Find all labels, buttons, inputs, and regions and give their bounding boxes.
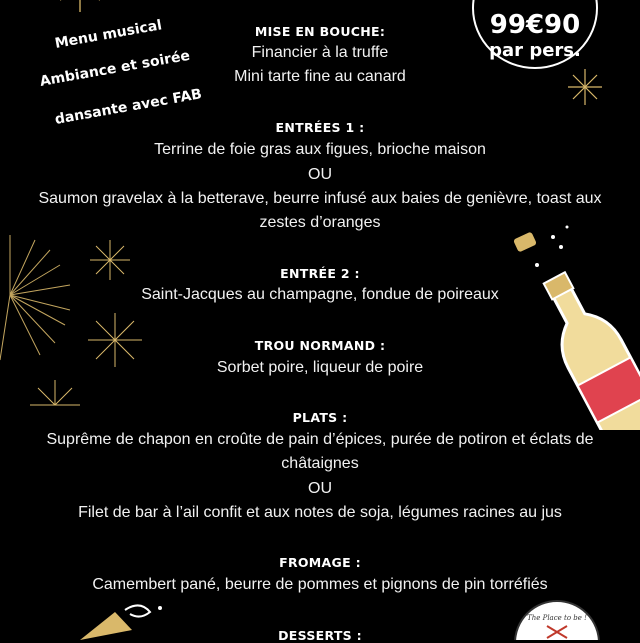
party-popper-icon	[70, 600, 180, 640]
price-per-person: par pers.	[489, 40, 581, 61]
menu-item: Saint-Jacques au champagne, fondue de poireaux	[141, 286, 499, 303]
promo-line-1: Menu musical	[53, 17, 164, 52]
section-title-entrees-1: ENTRÉES 1 :	[275, 120, 365, 135]
section-title-mise-en-bouche: MISE EN BOUCHE:	[254, 24, 386, 39]
champagne-bottle-icon	[500, 220, 640, 430]
section-title-entree-2: ENTRÉE 2 :	[280, 266, 360, 281]
menu-item: Mini tarte fine au canard	[234, 68, 406, 85]
section-title-plats: PLATS :	[292, 410, 348, 425]
price-value: 99€90	[489, 10, 581, 40]
menu-item-or: OU	[308, 480, 332, 497]
menu-item-or: OU	[308, 166, 332, 183]
menu-item: Saumon gravelax à la betterave, beurre infusé aux baies de genièvre, toast aux	[38, 190, 602, 207]
menu-item: châtaignes	[281, 455, 359, 472]
firework-left-icon	[0, 225, 160, 425]
place-to-be-logo	[512, 598, 602, 640]
section-title-trou-normand: TROU NORMAND :	[254, 338, 386, 353]
menu-item: Camembert pané, beurre de pommes et pignons de pin torréfiés	[92, 576, 548, 593]
logo-text: The Place to be !	[527, 614, 587, 622]
promo-line-2: Ambiance et soirée	[38, 47, 192, 90]
menu-item: zestes d’oranges	[259, 214, 381, 231]
menu-item: Financier à la truffe	[251, 44, 389, 61]
section-title-fromage: FROMAGE :	[279, 555, 361, 570]
promo-line-3: dansante avec FAB	[53, 86, 204, 128]
menu-item: Suprême de chapon en croûte de pain d’épices, purée de potiron et éclats de	[46, 431, 594, 448]
menu-item: Terrine de foie gras aux figues, brioche maison	[154, 141, 486, 158]
menu-item: Filet de bar à l’ail confit et aux notes de soja, légumes racines au jus	[78, 504, 562, 521]
section-title-desserts: DESSERTS :	[278, 628, 362, 643]
menu-item: Sorbet poire, liqueur de poire	[216, 359, 424, 376]
